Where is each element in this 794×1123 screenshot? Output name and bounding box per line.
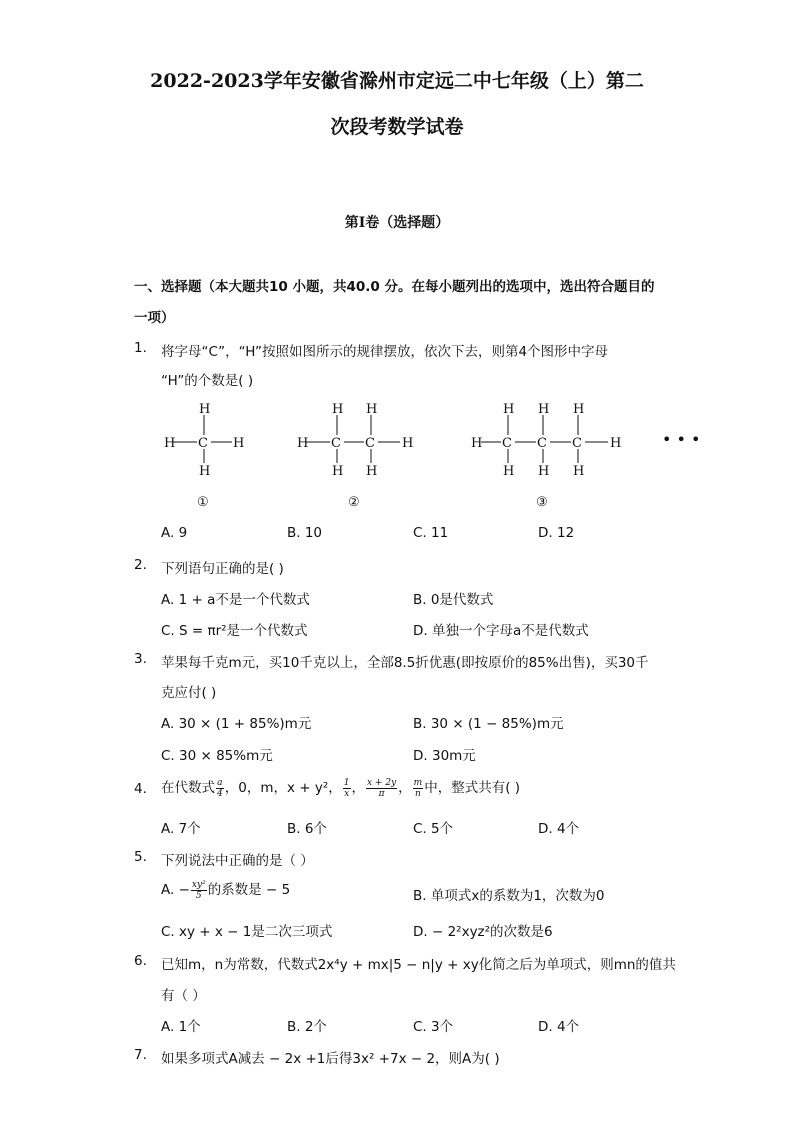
svg-text:H: H — [471, 436, 483, 451]
svg-text:H: H — [199, 402, 211, 417]
question-6-stem-line-2: 有（ ） — [161, 988, 206, 1004]
option-a[interactable]: A. 30 × (1 + 85%)m元 — [161, 716, 312, 732]
question-number: 1. — [134, 340, 147, 356]
option-b[interactable]: B. 30 × (1 − 85%)m元 — [413, 716, 564, 732]
question-1-stem-line-1: 将字母“C”，“H”按照如图所示的规律摆放，依次下去，则第4个图形中字母 — [161, 344, 609, 360]
question-1-structure-figure — [0, 395, 794, 515]
option-c[interactable]: C. xy + x − 1是二次三项式 — [161, 924, 333, 940]
question-number: 6. — [134, 953, 147, 969]
instructions-line-2: 一项） — [134, 310, 175, 326]
question-number: 4. — [134, 781, 147, 797]
svg-text:C: C — [537, 436, 547, 451]
question-3-stem-line-2: 克应付( ) — [161, 685, 217, 701]
fraction: $\frac{x + 2y}{\pi}$ — [367, 777, 397, 799]
option-b[interactable]: B. 单项式x的系数为1，次数为0 — [413, 888, 605, 904]
option-c[interactable]: C. 30 × 85%m元 — [161, 748, 273, 764]
figure-1-atoms — [164, 402, 244, 479]
question-number: 2. — [134, 557, 147, 573]
fraction: $\frac{m}{n}$ — [413, 777, 423, 799]
question-4-stem: 在代数式 $\frac{a}{4}$ ，0，m，x + y²， $\frac{1}{x}$ ， $\frac{x + 2y}{\pi}$ ， $\frac{m}{n}$ 中，整式共有( ) — [161, 777, 521, 799]
option-a[interactable]: A. 7个 — [161, 821, 201, 837]
svg-text:C: C — [572, 436, 582, 451]
option-c[interactable]: C. 3个 — [413, 1019, 454, 1035]
svg-text:H: H — [366, 402, 378, 417]
svg-text:C: C — [198, 436, 208, 451]
option-c[interactable]: C. S = πr²是一个代数式 — [161, 623, 308, 639]
svg-text:H: H — [199, 464, 211, 479]
option-d[interactable]: D. 30m元 — [413, 748, 476, 764]
option-d[interactable]: D. 4个 — [538, 1019, 580, 1035]
question-number: 7. — [134, 1047, 147, 1063]
svg-text:H: H — [233, 436, 245, 451]
option-b[interactable]: B. 0是代数式 — [413, 592, 494, 608]
page-title-line-1: 2022-2023学年安徽省滁州市定远二中七年级（上）第二 — [150, 70, 644, 92]
question-2-stem: 下列语句正确的是( ) — [161, 561, 284, 577]
option-b[interactable]: B. 10 — [287, 525, 323, 541]
question-3-stem-line-1: 苹果每千克m元，买10千克以上，全部8.5折优惠(即按原价的85%出售)，买30千 — [161, 655, 649, 671]
svg-text:C: C — [365, 436, 375, 451]
figure-2-atoms — [297, 402, 413, 479]
svg-text:H: H — [164, 436, 176, 451]
option-a[interactable]: A. 1 + a不是一个代数式 — [161, 592, 310, 608]
figure-label-1: ① — [197, 495, 209, 510]
option-d[interactable]: D. 12 — [538, 525, 575, 541]
svg-text:H: H — [503, 402, 515, 417]
figure-label-2: ② — [348, 495, 360, 510]
question-5-stem: 下列说法中正确的是（ ） — [161, 853, 314, 869]
svg-text:H: H — [402, 436, 414, 451]
instructions-line-1: 一、选择题（本大题共10 小题，共40.0 分。在每小题列出的选项中，选出符合题目的 — [134, 279, 655, 295]
figure-ellipsis: • • • — [662, 430, 701, 449]
option-b[interactable]: B. 6个 — [287, 821, 327, 837]
option-a[interactable]: A. 9 — [161, 525, 188, 541]
fraction: $\frac{a}{4}$ — [217, 777, 223, 799]
question-6-stem-line-1: 已知m，n为常数，代数式2x⁴y + mx|5 − n|y + xy化简之后为单项式，则mn的值共 — [161, 957, 676, 973]
option-d[interactable]: D. 单独一个字母a不是代数式 — [413, 623, 589, 639]
svg-text:H: H — [573, 464, 585, 479]
option-d[interactable]: D. − 2²xyz²的次数是6 — [413, 924, 553, 940]
page-title-line-2: 次段考数学试卷 — [330, 116, 464, 138]
option-d[interactable]: D. 4个 — [538, 821, 580, 837]
fraction: $\frac{1}{x}$ — [343, 777, 350, 799]
svg-text:H: H — [366, 464, 378, 479]
figure-label-3: ③ — [536, 495, 548, 510]
question-1-stem-line-2: “H”的个数是( ) — [161, 373, 254, 389]
svg-text:H: H — [573, 402, 585, 417]
option-a[interactable]: A. 1个 — [161, 1019, 201, 1035]
option-c[interactable]: C. 11 — [413, 525, 449, 541]
question-7-stem: 如果多项式A减去 − 2x +1后得3x² +7x − 2，则A为( ) — [161, 1051, 500, 1067]
figure-3-atoms — [471, 402, 621, 479]
option-c[interactable]: C. 5个 — [413, 821, 454, 837]
svg-text:H: H — [538, 464, 550, 479]
svg-text:H: H — [297, 436, 309, 451]
question-number: 3. — [134, 651, 147, 667]
fraction: $\frac{\text{xy²}}{5}$ — [191, 879, 206, 901]
svg-text:H: H — [538, 402, 550, 417]
question-number: 5. — [134, 849, 147, 865]
svg-text:H: H — [332, 464, 344, 479]
section-heading: 第I卷（选择题） — [344, 215, 450, 231]
option-b[interactable]: B. 2个 — [287, 1019, 327, 1035]
svg-text:C: C — [502, 436, 512, 451]
svg-text:H: H — [332, 402, 344, 417]
option-a[interactable]: A. − $\frac{\text{xy²}}{5}$ 的系数是 − 5 — [161, 879, 291, 901]
svg-text:C: C — [331, 436, 341, 451]
svg-text:H: H — [503, 464, 515, 479]
svg-text:H: H — [610, 436, 622, 451]
